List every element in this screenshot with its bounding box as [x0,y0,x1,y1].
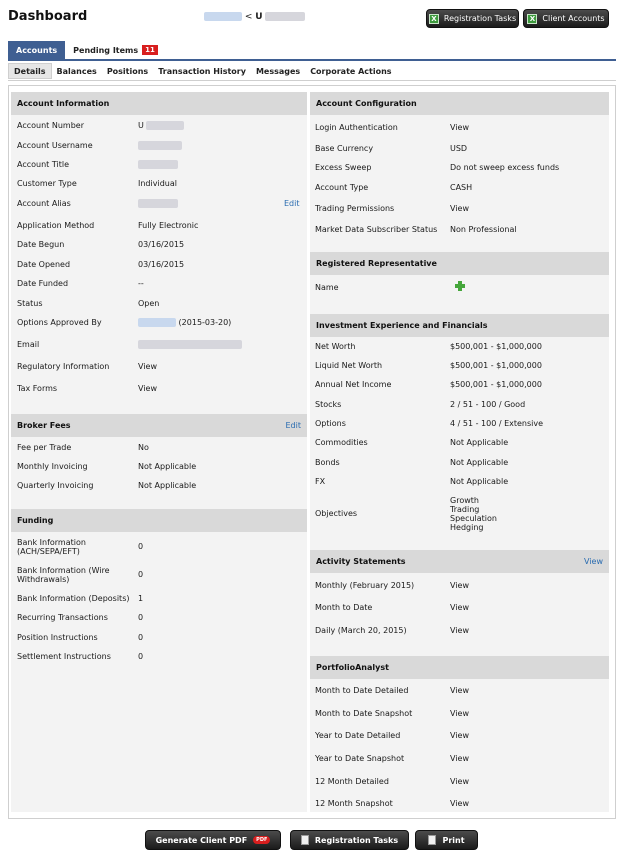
generate-client-pdf-button[interactable] [145,830,281,850]
view-trading-permissions-link[interactable]: View [450,204,469,213]
label-base-currency: Base Currency [315,144,374,153]
value-account-title [138,160,178,169]
label-mtd-snapshot: Month to Date Snapshot [315,709,413,718]
label-date-funded: Date Funded [17,279,69,288]
account-id-prefix: U [255,12,263,22]
label-12m-snapshot: 12 Month Snapshot [315,799,393,808]
label-trading-permissions: Trading Permissions [315,204,395,213]
label-bank-info-ach: Bank Information (ACH/SEPA/EFT) [17,538,86,556]
label-status: Status [17,299,43,308]
section-funding [11,509,307,532]
value-objective-trading: Trading [450,505,480,514]
value-annual-net-income: $500,001 - $1,000,000 [450,380,542,389]
section-portfolio-analyst [310,656,609,679]
page-title: Dashboard [8,9,88,24]
value-objective-speculation: Speculation [450,514,497,523]
label-login-authentication: Login Authentication [315,123,398,132]
breadcrumb-link[interactable] [204,12,242,21]
label-account-username: Account Username [17,141,93,150]
section-title: Activity Statements [316,557,406,566]
value-commodities: Not Applicable [450,438,509,447]
view-12m-snapshot-link[interactable]: View [450,799,469,808]
edit-alias-link[interactable]: Edit [284,199,300,208]
section-title: Investment Experience and Financials [316,321,488,330]
label-account-number: Account Number [17,121,84,130]
value-bank-info-wire: 0 [138,570,144,579]
tab-pending-items[interactable] [65,41,166,59]
section-account-configuration [310,92,609,115]
label-month-to-date: Month to Date [315,603,373,612]
registration-tasks-button[interactable] [426,9,519,28]
subtab-messages[interactable]: Messages [255,66,301,76]
section-title: Registered Representative [316,259,437,268]
value-status: Open [138,299,160,308]
client-accounts-label: Client Accounts [542,14,605,23]
value-stocks: 2 / 51 - 100 / Good [450,400,526,409]
section-account-information [11,92,307,115]
document-icon [301,835,309,845]
secondary-tabs [8,63,397,79]
label-net-worth: Net Worth [315,342,356,351]
registration-tasks-label: Registration Tasks [443,14,517,23]
label-settlement-instructions: Settlement Instructions [17,652,111,661]
add-icon[interactable] [455,281,465,291]
view-month-to-date-link[interactable]: View [450,603,469,612]
label-options: Options [315,419,346,428]
value-recurring-transactions: 0 [138,613,144,622]
value-bank-info-deposits: 1 [138,594,144,603]
label-market-data-status: Market Data Subscriber Status [315,225,438,234]
tab-accounts-label: Accounts [16,45,58,55]
print-label: Print [442,835,465,845]
value-liquid-net-worth: $500,001 - $1,000,000 [450,361,542,370]
value-position-instructions: 0 [138,633,144,642]
tab-underline [8,59,616,61]
label-position-instructions: Position Instructions [17,633,98,642]
value-market-data-status: Non Professional [450,225,517,234]
value-net-worth: $500,001 - $1,000,000 [450,342,542,351]
label-application-method: Application Method [17,221,95,230]
view-ytd-detailed-link[interactable]: View [450,731,469,740]
label-account-alias: Account Alias [17,199,71,208]
document-icon [428,835,436,845]
excel-icon: X [527,14,537,24]
section-broker-fees [11,414,307,437]
label-regulatory-information: Regulatory Information [17,362,110,371]
label-objectives: Objectives [315,509,358,518]
view-activity-link[interactable]: View [584,557,603,566]
subtab-balances[interactable]: Balances [56,66,97,76]
tab-pending-items-label: Pending Items [73,45,139,55]
pdf-icon: PDF [253,836,270,844]
generate-pdf-label: Generate Client PDF [155,835,248,845]
label-name: Name [315,283,339,292]
value-date-funded: -- [138,279,144,288]
label-12m-detailed: 12 Month Detailed [315,777,389,786]
view-regulatory-link[interactable]: View [138,362,157,371]
label-fee-per-trade: Fee per Trade [17,443,72,452]
client-accounts-button[interactable] [523,9,609,28]
view-ytd-snapshot-link[interactable]: View [450,754,469,763]
subtab-details[interactable]: Details [8,63,52,79]
section-title: Account Information [17,99,110,108]
section-investment-experience [310,314,609,337]
view-login-authentication-link[interactable]: View [450,123,469,132]
print-button[interactable] [415,830,478,850]
value-monthly-invoicing: Not Applicable [138,462,197,471]
label-bank-info-wire: Bank Information (Wire Withdrawals) [17,566,110,584]
excel-icon: X [429,14,439,24]
value-options: 4 / 51 - 100 / Extensive [450,419,544,428]
value-date-opened: 03/16/2015 [138,260,185,269]
primary-tabs [8,41,166,59]
section-activity-statements [310,550,609,573]
section-title: Funding [17,516,54,525]
breadcrumb [204,12,305,22]
label-monthly-invoicing: Monthly Invoicing [17,462,88,471]
view-mtd-detailed-link[interactable]: View [450,686,469,695]
label-bank-info-deposits: Bank Information (Deposits) [17,594,130,603]
value-account-type: CASH [450,183,473,192]
section-title: Broker Fees [17,421,71,430]
view-monthly-statement-link[interactable]: View [450,581,469,590]
label-liquid-net-worth: Liquid Net Worth [315,361,383,370]
value-excess-sweep: Do not sweep excess funds [450,163,560,172]
value-date-begun: 03/16/2015 [138,240,185,249]
label-daily-statement: Daily (March 20, 2015) [315,626,407,635]
label-date-begun: Date Begun [17,240,65,249]
value-options-approved-by[interactable]: (2015-03-20) [138,318,231,327]
label-commodities: Commodities [315,438,368,447]
value-customer-type: Individual [138,179,177,188]
label-recurring-transactions: Recurring Transactions [17,613,108,622]
left-column [11,92,307,812]
label-tax-forms: Tax Forms [17,384,58,393]
subtab-corporate-actions[interactable]: Corporate Actions [310,66,392,76]
label-customer-type: Customer Type [17,179,77,188]
value-base-currency: USD [450,144,468,153]
section-registered-representative [310,252,609,275]
label-monthly-statement: Monthly (February 2015) [315,581,415,590]
value-bonds: Not Applicable [450,458,509,467]
label-account-type: Account Type [315,183,369,192]
label-email: Email [17,340,40,349]
label-fx: FX [315,477,326,486]
value-bank-info-ach: 0 [138,542,144,551]
subtab-positions[interactable]: Positions [106,66,149,76]
section-title: Account Configuration [316,99,417,108]
label-account-title: Account Title [17,160,69,169]
value-fee-per-trade: No [138,443,149,452]
value-objective-growth: Growth [450,496,479,505]
label-ytd-detailed: Year to Date Detailed [315,731,401,740]
label-stocks: Stocks [315,400,342,409]
view-daily-statement-link[interactable]: View [450,626,469,635]
section-title: PortfolioAnalyst [316,663,389,672]
label-mtd-detailed: Month to Date Detailed [315,686,409,695]
label-date-opened: Date Opened [17,260,71,269]
registration-tasks-footer-button[interactable] [290,830,409,850]
tab-accounts[interactable] [8,41,65,59]
account-id-redacted [265,12,305,21]
value-account-number: U [138,121,184,130]
value-application-method: Fully Electronic [138,221,199,230]
right-column [310,92,609,812]
label-bonds: Bonds [315,458,340,467]
label-options-approved-by: Options Approved By [17,318,102,327]
value-account-alias [138,199,178,208]
value-settlement-instructions: 0 [138,652,144,661]
value-fx: Not Applicable [450,477,509,486]
label-quarterly-invoicing: Quarterly Invoicing [17,481,94,490]
view-mtd-snapshot-link[interactable]: View [450,709,469,718]
value-email [138,340,242,349]
divider [8,80,616,81]
view-tax-forms-link[interactable]: View [138,384,157,393]
subtab-transaction-history[interactable]: Transaction History [158,66,246,76]
breadcrumb-separator: < [244,12,253,22]
value-quarterly-invoicing: Not Applicable [138,481,197,490]
pending-count-badge: 11 [142,45,158,55]
value-objective-hedging: Hedging [450,523,484,532]
view-12m-detailed-link[interactable]: View [450,777,469,786]
registration-tasks-footer-label: Registration Tasks [314,835,399,845]
edit-broker-fees-link[interactable]: Edit [285,421,301,430]
label-excess-sweep: Excess Sweep [315,163,372,172]
label-ytd-snapshot: Year to Date Snapshot [315,754,405,763]
label-annual-net-income: Annual Net Income [315,380,392,389]
value-account-username [138,141,182,150]
